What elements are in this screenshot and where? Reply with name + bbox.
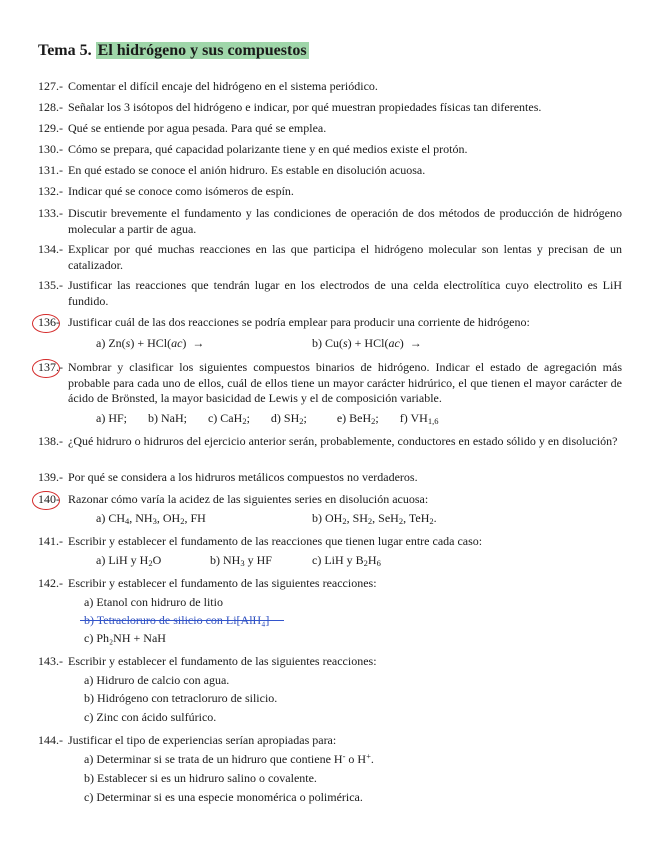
question-text: Indicar qué se conoce como isómeros de espín. <box>68 184 294 198</box>
question-text: Señalar los 3 isótopos del hidrógeno e indicar, por qué muestran propiedades físicas tan diferentes. <box>68 100 542 114</box>
title-highlight: El hidrógeno y sus compuestos <box>97 42 307 59</box>
question-139: 139.- Por qué se considera a los hidruros metálicos compuestos no verdaderos. <box>38 470 622 486</box>
question-text: Justificar el tipo de experiencias serían apropiadas para: <box>68 733 337 747</box>
series-b: b) $OH_2$, $SH_2$, SeH$_2$, TeH$_2$. <box>312 511 437 526</box>
experiment-item: a) Determinar si se trata de un hidruro que contiene H- o H+. <box>84 751 374 766</box>
question-137: 137.- Nombrar y clasificar los siguientes compuestos binarios de hidrógeno. Indicar el estado de agregación más probable para cada uno de ellos, cuál de ellos tiene un mayor carácter hidrúrico, el que tienen el mayor carácter de ácido de Brönsted, la mayor basicidad de Lewis y el de composición variable. <box>38 360 622 405</box>
strikethrough-annotation <box>80 620 284 621</box>
question-text: Por qué se considera a los hidruros metálicos compuestos no verdaderos. <box>68 470 418 484</box>
question-141: 141.- Escribir y establecer el fundamento de las reacciones que tienen lugar entre cada caso: <box>38 534 622 550</box>
question-130: 130.- Cómo se prepara, qué capacidad polarizante tiene y en qué medios existe el protón. <box>38 142 622 158</box>
question-text: Justificar las reacciones que tendrán lugar en los electrodos de una celda electrolítica cuyo electrolito es LiH fundido. <box>68 278 622 308</box>
pair-a: a) LiH y $H_2O$ <box>96 553 162 568</box>
reaction-item: c) Ph₂NH + NaH <box>84 631 166 645</box>
question-142: 142.- Escribir y establecer el fundamento de las siguientes reacciones: <box>38 576 622 592</box>
series-a: a) $CH_4$, $NH_3$, $OH_2$, FH <box>96 511 206 526</box>
experiment-item: b) Establecer si es un hidruro salino o covalente. <box>84 771 317 785</box>
question-text: Explicar por qué muchas reacciones en las que participa el hidrógeno molecular son lentas y precisan de un catalizador. <box>68 242 622 272</box>
question-text: Nombrar y clasificar los siguientes compuestos binarios de hidrógeno. Indicar el estado de agregación más probable para cada uno de ellos, cuál de ellos tiene un mayor carácter hidrúrico, el que tienen el mayor carácter de ácido de Brönsted, la mayor basicidad de Lewis y el de composición variable. <box>68 360 622 405</box>
question-133: 133.- Discutir brevemente el fundamento y las condiciones de operación de dos métodos de producción de hidrógeno molecular a partir de agua. <box>38 206 622 236</box>
question-text: Cómo se prepara, qué capacidad polarizante tiene y en qué medios existe el protón. <box>68 142 468 156</box>
question-129: 129.- Qué se entiende por agua pesada. Para qué se emplea. <box>38 121 622 137</box>
question-text: Justificar cuál de las dos reacciones se podría emplear para producir una corriente de hidrógeno: <box>68 315 530 329</box>
red-circle-annotation <box>32 491 60 510</box>
question-text: Discutir brevemente el fundamento y las condiciones de operación de dos métodos de producción de hidrógeno molecular a partir de agua. <box>68 206 622 236</box>
question-text: Escribir y establecer el fundamento de las siguientes reacciones: <box>68 654 377 668</box>
question-135: 135.- Justificar las reacciones que tendrán lugar en los electrodos de una celda electrolítica cuyo electrolito es LiH fundido. <box>38 278 622 308</box>
question-128: 128.- Señalar los 3 isótopos del hidrógeno e indicar, por qué muestran propiedades físicas tan diferentes. <box>38 100 622 116</box>
question-text: Qué se entiende por agua pesada. Para qué se emplea. <box>68 121 327 135</box>
question-text: Comentar el difícil encaje del hidrógeno en el sistema periódico. <box>68 79 378 93</box>
page-title <box>38 42 309 60</box>
question-text: Razonar cómo varía la acidez de las siguientes series en disolución acuosa: <box>68 492 429 506</box>
question-text: Escribir y establecer el fundamento de las siguientes reacciones: <box>68 576 377 590</box>
question-text: En qué estado se conoce el anión hidruro. Es estable en disolución acuosa. <box>68 163 426 177</box>
title-prefix: Tema 5. <box>38 42 92 59</box>
question-136: 136- Justificar cuál de las dos reacciones se podría emplear para producir una corriente de hidrógeno: <box>38 315 622 331</box>
red-circle-annotation <box>32 314 60 333</box>
pair-b: b) $NH_3$ y HF <box>210 553 272 568</box>
question-132: 132.- Indicar qué se conoce como isómeros de espín. <box>38 184 622 200</box>
compounds-list: a) HF; b) NaH; c) CaH$_2$; d) $SH_2$; e) BeH$_2$; f) $VH_{1,6}$ <box>96 411 439 426</box>
question-text: Escribir y establecer el fundamento de las reacciones que tienen lugar entre cada caso: <box>68 534 483 548</box>
experiment-item: c) Determinar si es una especie monomérica o polimérica. <box>84 790 363 804</box>
question-134: 134.- Explicar por qué muchas reacciones en las que participa el hidrógeno molecular son lentas y precisan de un catalizador. <box>38 242 622 272</box>
reaction-item: c) Zinc con ácido sulfúrico. <box>84 710 217 724</box>
question-127: 127.- Comentar el difícil encaje del hidrógeno en el sistema periódico. <box>38 79 622 95</box>
red-circle-annotation <box>32 359 60 378</box>
question-131: 131.- En qué estado se conoce el anión hidruro. Es estable en disolución acuosa. <box>38 163 622 179</box>
reaction-b: b) Cu(s) + HCl(ac) → <box>312 336 422 350</box>
question-text: ¿Qué hidruro o hidruros del ejercicio anterior serán, probablemente, conductores en estado sólido y en disolución? <box>68 434 618 448</box>
reaction-a: a) Zn(s) + HCl(ac) → <box>96 336 205 350</box>
question-144: 144.- Justificar el tipo de experiencias serían apropiadas para: <box>38 733 622 749</box>
struck-reaction-item: b) Tetracloruro de silicio con Li[AlH₄] <box>84 613 270 627</box>
question-143: 143.- Escribir y establecer el fundamento de las siguientes reacciones: <box>38 654 622 670</box>
reaction-item: a) Hidruro de calcio con agua. <box>84 673 230 687</box>
reaction-item: a) Etanol con hidruro de litio <box>84 595 223 609</box>
question-140: 140- Razonar cómo varía la acidez de las siguientes series en disolución acuosa: <box>38 492 622 508</box>
reaction-item: b) Hidrógeno con tetracloruro de silicio. <box>84 691 278 705</box>
pair-c: c) LiH y $B_2H_6$ <box>312 553 381 568</box>
question-138: 138.- ¿Qué hidruro o hidruros del ejercicio anterior serán, probablemente, conductores en estado sólido y en disolución? <box>38 434 622 450</box>
